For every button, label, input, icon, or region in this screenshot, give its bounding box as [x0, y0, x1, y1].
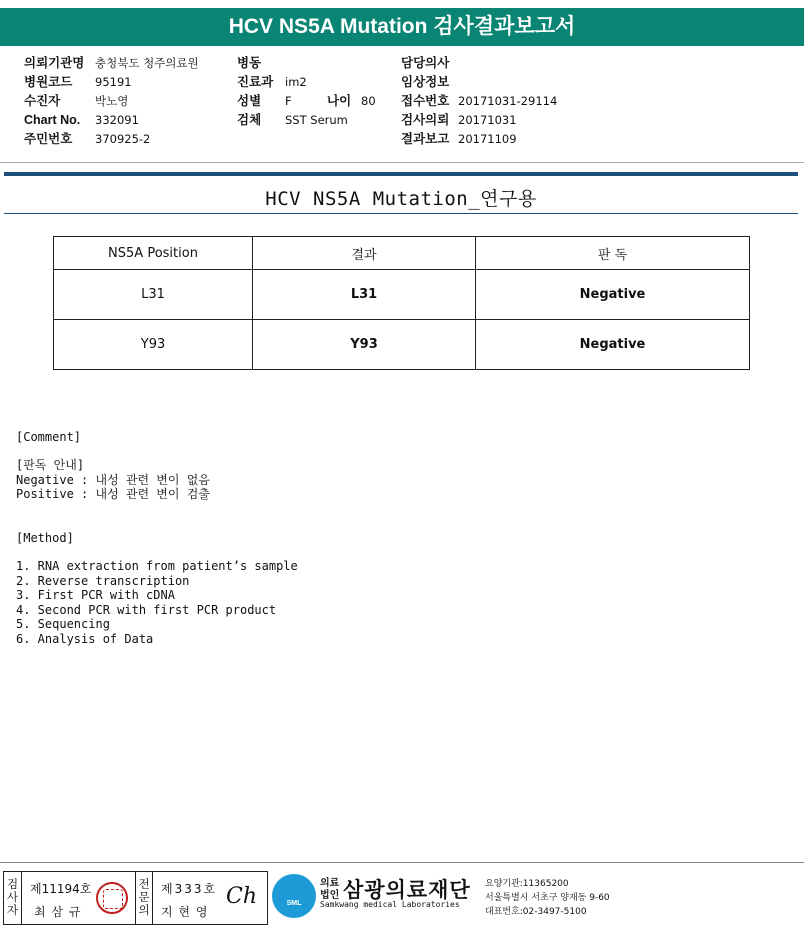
position-cell: L31 — [54, 270, 253, 320]
info-row: 수진자 박노영 — [24, 94, 129, 108]
report-title: HCV NS5A Mutation 검사결과보고서 — [0, 8, 804, 46]
info-row: 병동 — [237, 56, 262, 70]
org-address: 서울특별시 서초구 양재동 9-60 — [485, 893, 610, 903]
guide-line-positive: Positive : 내성 관련 변이 검출 — [16, 487, 210, 501]
info-column-1 — [24, 54, 199, 149]
info-row: 검체 SST Serum — [237, 113, 348, 127]
examiner-label: 검사자 — [4, 872, 22, 924]
method-step: 1. RNA extraction from patient’s sample — [16, 559, 298, 573]
org-code: 요양기관:11365200 — [485, 879, 569, 889]
guide-line-negative: Negative : 내성 관련 변이 없음 — [16, 473, 210, 487]
column-header: 결과 — [253, 237, 476, 270]
info-column-2 — [237, 54, 376, 130]
section-title-divider — [4, 213, 798, 214]
info-row: 병원코드 95191 — [24, 75, 132, 89]
info-row: 진료과 im2 — [237, 75, 307, 89]
column-header: 판 독 — [476, 237, 750, 270]
age-label: 나이 — [327, 94, 352, 108]
org-prefix: 의료 — [320, 878, 340, 889]
examiner-name: 최 삼 규 — [34, 905, 82, 919]
specialist-license-no: 제333호 — [161, 882, 218, 896]
org-english-name: Samkwang medical Laboratories — [320, 900, 460, 909]
info-row: 담당의사 — [401, 56, 450, 70]
footer-divider — [0, 862, 804, 863]
org-phone: 대표번호:02-3497-5100 — [485, 907, 587, 917]
info-row: 성별 F 나이 80 — [237, 92, 273, 111]
table-header-row — [54, 237, 750, 270]
guide-heading: [판독 안내] — [16, 458, 85, 472]
age-value: 80 — [361, 94, 376, 108]
info-row: 임상정보 — [401, 75, 450, 89]
info-row: Chart No. 332091 — [24, 113, 139, 127]
result-cell: L31 — [253, 270, 476, 320]
method-step: 3. First PCR with cDNA — [16, 588, 175, 602]
sml-logo-icon: SML — [272, 874, 316, 918]
specialist-name: 지 현 영 — [161, 905, 209, 919]
section-band — [4, 172, 798, 176]
info-row: 결과보고 20171109 — [401, 132, 517, 146]
table-row — [54, 270, 750, 320]
info-column-3 — [401, 54, 558, 149]
org-name: 삼광의료재단 — [343, 879, 471, 902]
seal-stamp-icon — [96, 882, 128, 914]
method-step: 6. Analysis of Data — [16, 631, 154, 646]
info-row: 의뢰기관명 충청북도 청주의료원 — [24, 56, 199, 70]
specialist-label: 전문의 — [135, 872, 153, 924]
method-step: 4. Second PCR with first PCR product — [16, 602, 277, 617]
method-step: 5. Sequencing — [16, 617, 110, 631]
comment-heading: [Comment] — [16, 430, 82, 444]
info-row: 주민번호 370925-2 — [24, 132, 151, 146]
method-heading: [Method] — [16, 531, 74, 545]
signature-box — [3, 871, 268, 925]
method-step: 2. Reverse transcription — [16, 573, 190, 588]
results-table — [53, 236, 750, 370]
result-cell: Y93 — [253, 320, 476, 370]
header-divider — [0, 162, 804, 163]
signature: Ch — [226, 884, 258, 909]
info-row: 접수번호 20171031-29114 — [401, 94, 558, 108]
interpretation-cell: Negative — [476, 320, 750, 370]
column-header: NS5A Position — [54, 237, 253, 270]
info-row: 검사의뢰 20171031 — [401, 113, 517, 127]
position-cell: Y93 — [54, 320, 253, 370]
interpretation-cell: Negative — [476, 270, 750, 320]
section-title: HCV NS5A Mutation_연구용 — [265, 188, 537, 210]
table-row — [54, 320, 750, 370]
org-prefix: 법인 — [320, 890, 340, 901]
examiner-license-no: 제11194호 — [30, 882, 92, 896]
